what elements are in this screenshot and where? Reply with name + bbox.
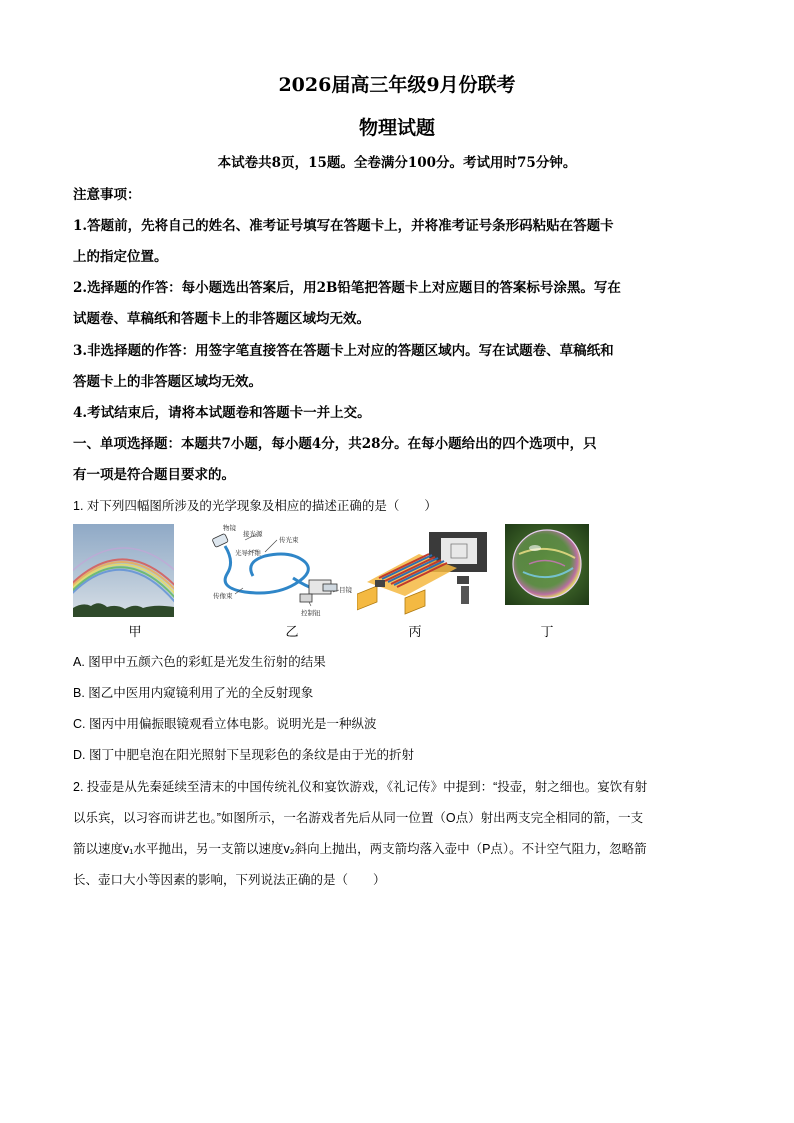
question-2-line: 以乐宾，以习容而讲艺也。”如图所示，一名游戏者先后从同一位置（O点）射出两支完全相同的箭，一支: [73, 811, 644, 825]
question-2-line: 长、壶口大小等因素的影响，下列说法正确的是（ ）: [73, 873, 386, 887]
question-1-option-c: C. 图丙中用偏振眼镜观看立体电影。说明光是一种纵波: [73, 717, 377, 731]
question-2-line: 2. 投壶是从先秦延续至清末的中国传统礼仪和宴饮游戏，《礼记传》中提到：“投壶，射之细也。宴饮有射: [73, 780, 648, 794]
figure-label-ding: 丁: [540, 625, 554, 640]
endoscope-label-light-bundle: 传光束: [279, 536, 299, 544]
notice-line: 1.答题前，先将自己的姓名、准考证号填写在答题卡上，并将准考证号条形码粘贴在答题卡: [73, 218, 614, 234]
figure-label-jia: 甲: [128, 625, 142, 640]
notice-line: 2.选择题的作答：每小题选出答案后，用2B铅笔把答题卡上对应题目的答案标号涂黑。写在: [73, 280, 621, 296]
notice-line: 答题卡上的非答题区域均无效。: [73, 374, 262, 390]
notice-heading: 注意事项：: [73, 187, 141, 203]
figure-label-yi: 乙: [285, 625, 299, 640]
question-2-line: 箭以速度v₁水平抛出，另一支箭以速度v₂斜向上抛出，两支箭均落入壶中（P点）。不计空气阻力，忽略箭: [73, 842, 647, 856]
notice-line: 上的指定位置。: [73, 249, 168, 265]
exam-intro: 本试卷共8页，15题。全卷满分100分。考试用时75分钟。: [217, 155, 577, 171]
notice-line: 4.考试结束后，请将本试题卷和答题卡一并上交。: [73, 405, 371, 421]
notice-line: 试题卷、草稿纸和答题卡上的非答题区域均无效。: [73, 311, 370, 327]
question-1-option-d: D. 图丁中肥皂泡在阳光照射下呈现彩色的条纹是由于光的折射: [73, 748, 414, 762]
section-heading: 一、单项选择题：本题共7小题，每小题4分，共28分。在每小题给出的四个选项中，只: [73, 436, 597, 452]
endoscope-label-control: 控制钮: [301, 609, 321, 617]
endoscope-label-eyepiece: 目镜: [339, 586, 352, 594]
endoscope-label-objective: 物镜: [223, 524, 236, 532]
endoscope-label-image-bundle: 传像束: [213, 592, 233, 600]
notice-line: 3.非选择题的作答：用签字笔直接答在答题卡上对应的答题区域内。写在试题卷、草稿纸和: [73, 343, 614, 359]
endoscope-diagram: [205, 522, 361, 622]
polarized-projection-diagram: [357, 524, 489, 617]
soap-bubble-photo: [505, 524, 589, 605]
endoscope-label-light-source: 接光源: [243, 530, 263, 538]
exam-subject: 物理试题: [358, 117, 435, 139]
rainbow-photo: [73, 524, 174, 617]
exam-title: 2026届高三年级9月份联考: [278, 74, 516, 96]
section-heading-cont: 有一项是符合题目要求的。: [73, 467, 235, 483]
question-1-option-b: B. 图乙中医用内窥镜利用了光的全反射现象: [73, 686, 314, 700]
figure-label-bing: 丙: [408, 625, 422, 640]
question-1-option-a: A. 图甲中五颜六色的彩虹是光发生衍射的结果: [73, 655, 326, 669]
question-1-stem: 1. 对下列四幅图所涉及的光学现象及相应的描述正确的是（ ）: [73, 499, 437, 513]
endoscope-label-fiber: 光导纤维: [235, 549, 261, 557]
